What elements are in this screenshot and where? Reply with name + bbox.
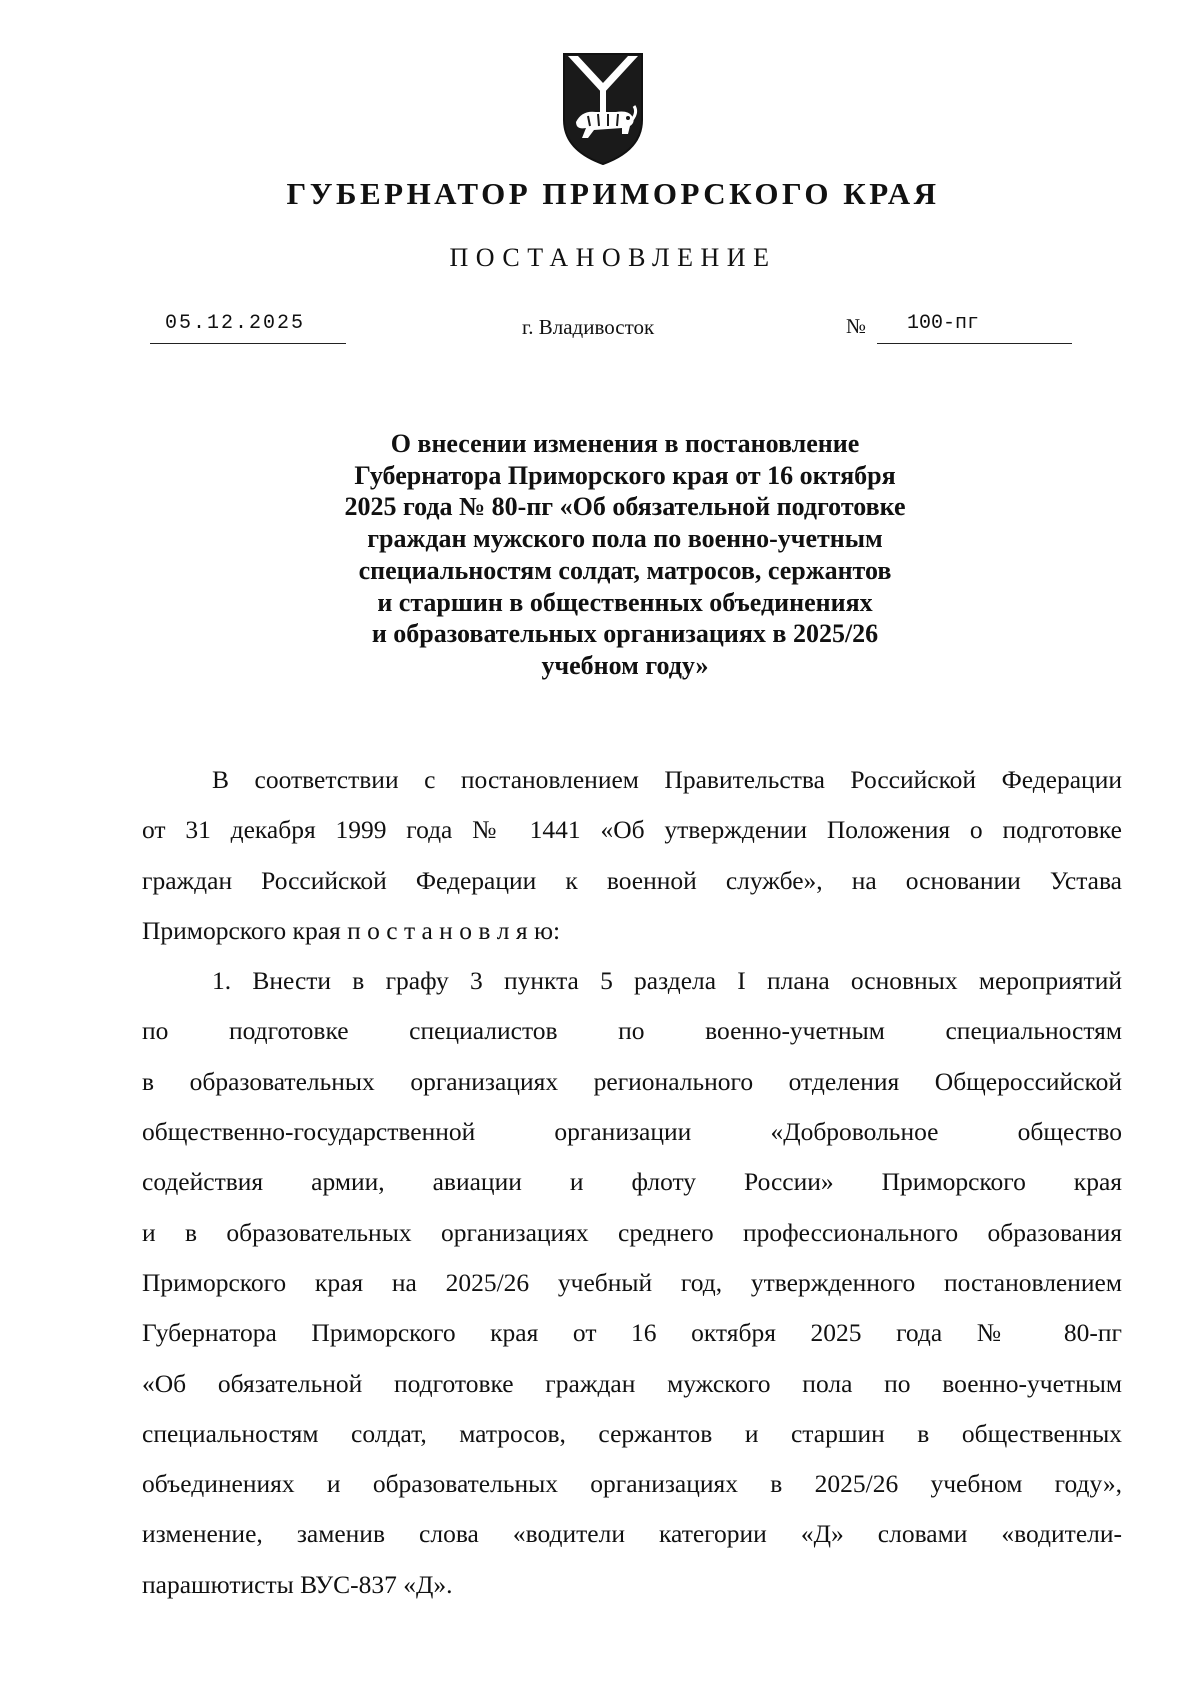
body-line: В соответствии с постановлением Правительства Российской Федерации — [212, 765, 1122, 794]
document-type: ПОСТАНОВЛЕНИЕ — [449, 243, 777, 272]
issuing-authority: ГУБЕРНАТОР ПРИМОРСКОГО КРАЯ — [286, 176, 940, 211]
subject-line: Губернатора Приморского края от 16 октября — [354, 460, 896, 490]
coat-of-arms-icon — [558, 50, 648, 168]
body-line: содействия армии, авиации и флоту России» Приморского края — [142, 1167, 1122, 1197]
document-body — [142, 755, 1122, 1610]
body-line: в образовательных организациях регионального отделения Общероссийской — [142, 1066, 1122, 1096]
body-line: и в образовательных организациях среднего профессионального образования — [142, 1217, 1122, 1247]
subject-line: специальностям солдат, матросов, сержантов — [358, 555, 892, 585]
body-line: Губернатора Приморского края от 16 октября 2025 года № 80-пг — [142, 1318, 1122, 1348]
subject-line: граждан мужского пола по военно-учетным — [367, 524, 883, 554]
body-line: специальностям солдат, матросов, сержантов и старшин в общественных — [142, 1418, 1122, 1448]
document-city: г. Владивосток — [522, 315, 655, 339]
body-line: Приморского края п о с т а н о в л я ю: — [142, 915, 561, 945]
body-line: парашютисты ВУС-837 «Д». — [142, 1569, 453, 1599]
document-date: 05.12.2025 — [150, 312, 346, 344]
body-line: «Об обязательной подготовке граждан мужского пола по военно-учетным — [142, 1368, 1122, 1398]
body-line: 1. Внести в графу 3 пункта 5 раздела I плана основных мероприятий — [212, 966, 1122, 996]
body-line: по подготовке специалистов по военно-учетным специальностям — [142, 1016, 1122, 1046]
subject-line: О внесении изменения в постановление — [390, 429, 860, 458]
number-label: № — [846, 314, 867, 338]
body-line: от 31 декабря 1999 года № 1441 «Об утверждении Положения о подготовке — [142, 815, 1122, 845]
body-line: объединениях и образовательных организациях в 2025/26 учебном году», — [142, 1469, 1122, 1499]
document-number: 100-пг — [877, 312, 1072, 344]
body-line: общественно-государственной организации «Добровольное общество — [142, 1117, 1122, 1147]
subject-line: 2025 года № 80-пг «Об обязательной подготовке — [344, 492, 906, 522]
subject-line: учебном году» — [541, 650, 709, 680]
subject-line: и старшин в общественных объединениях — [377, 587, 873, 617]
document-subject — [260, 428, 990, 682]
body-line: граждан Российской Федерации к военной службе», на основании Устава — [142, 865, 1122, 895]
body-line: изменение, заменив слова «водители категории «Д» словами «водители- — [142, 1519, 1122, 1549]
body-line: Приморского края на 2025/26 учебный год, утвержденного постановлением — [142, 1267, 1122, 1297]
subject-line: и образовательных организациях в 2025/26 — [371, 619, 879, 649]
